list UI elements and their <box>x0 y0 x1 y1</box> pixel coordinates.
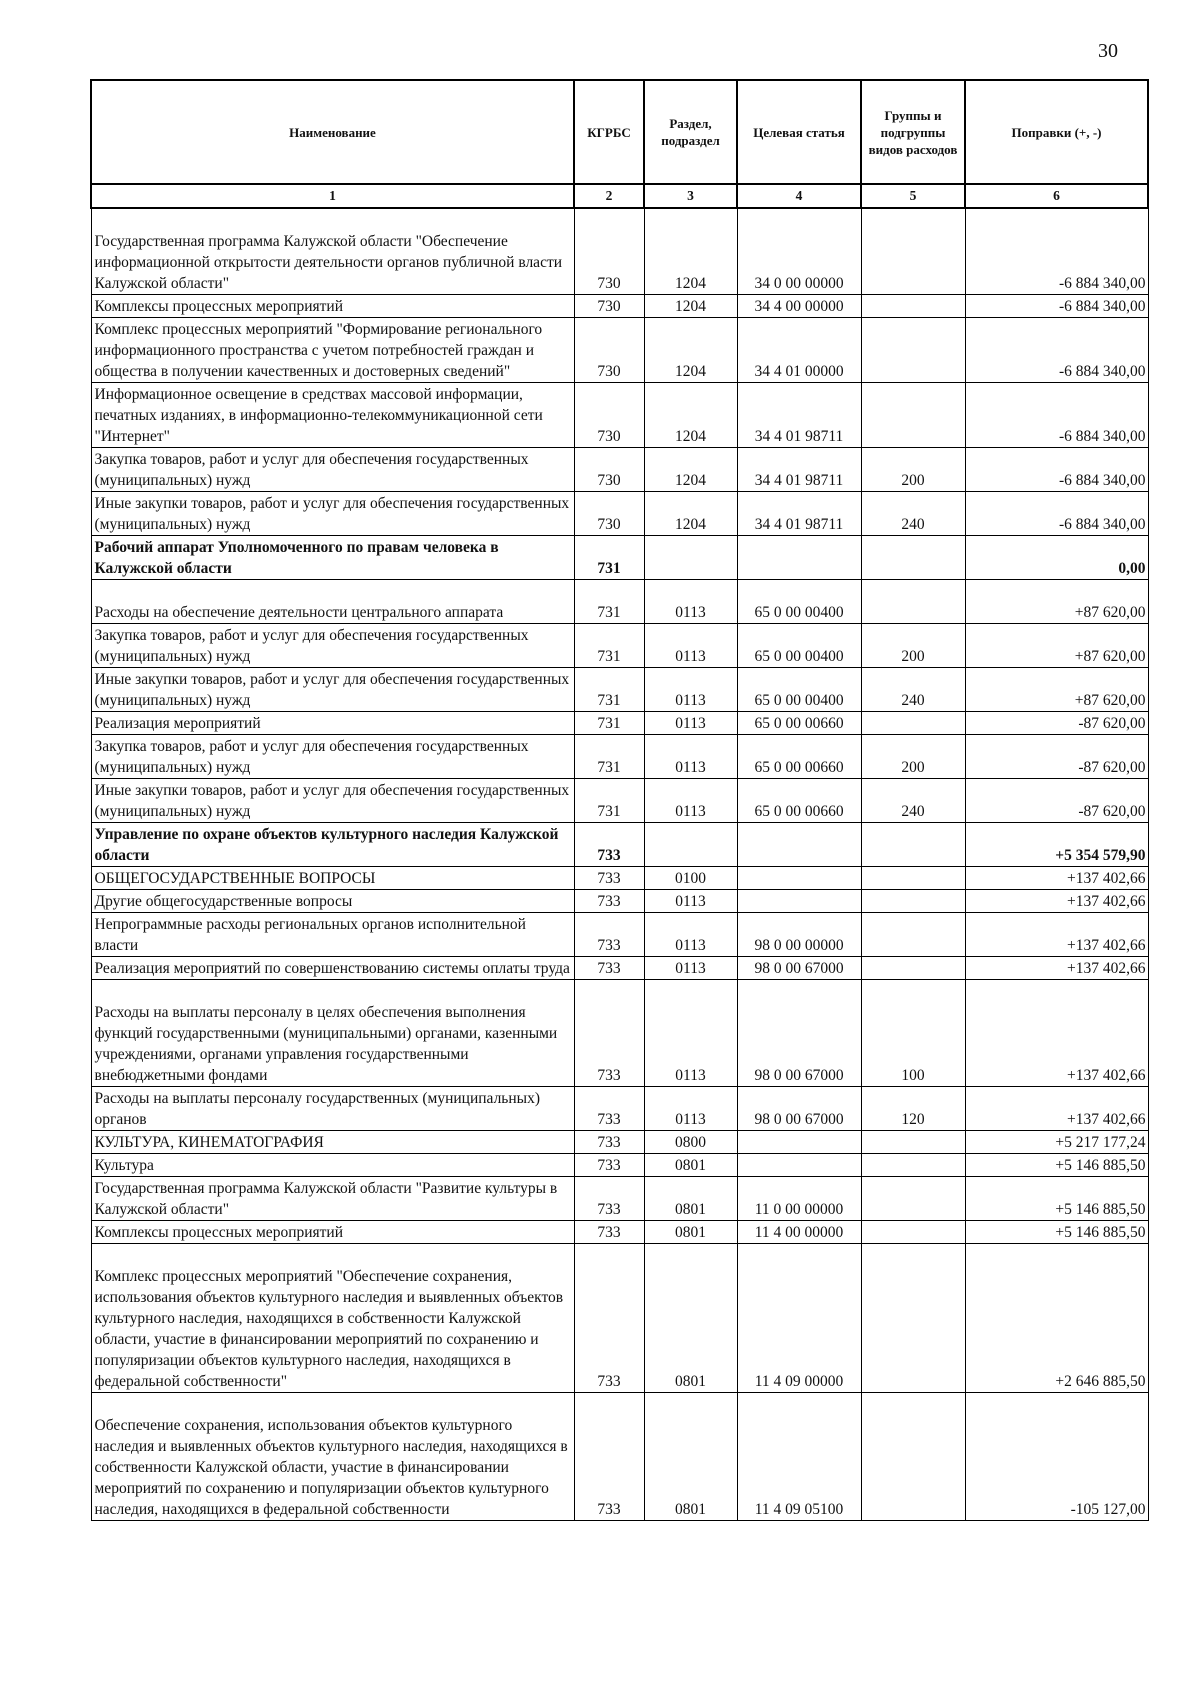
row-name: Культура <box>91 1154 574 1177</box>
table-row <box>91 383 1148 448</box>
row-name: Комплекс процессных мероприятий "Формирование регионального информационного пространства с учетом потребностей граждан и общества в получении качественных и достоверных сведений" <box>91 318 574 383</box>
row-amount: +5 146 885,50 <box>965 1221 1148 1244</box>
row-kgrbs: 733 <box>574 957 644 980</box>
row-kgrbs: 733 <box>574 890 644 913</box>
row-amount: +5 146 885,50 <box>965 1154 1148 1177</box>
column-number: 5 <box>861 184 965 208</box>
row-section: 0113 <box>644 580 737 624</box>
row-name: Закупка товаров, работ и услуг для обеспечения государственных (муниципальных) нужд <box>91 448 574 492</box>
row-group <box>861 957 965 980</box>
row-target: 65 0 00 00660 <box>737 779 861 823</box>
row-target: 34 4 01 98711 <box>737 448 861 492</box>
row-kgrbs: 730 <box>574 383 644 448</box>
row-amount: +2 646 885,50 <box>965 1244 1148 1393</box>
row-target: 65 0 00 00400 <box>737 624 861 668</box>
row-section: 0113 <box>644 712 737 735</box>
row-name: Иные закупки товаров, работ и услуг для обеспечения государственных (муниципальных) нужд <box>91 779 574 823</box>
row-amount: -6 884 340,00 <box>965 318 1148 383</box>
table-row <box>91 1393 1148 1521</box>
row-name: Комплекс процессных мероприятий "Обеспечение сохранения, использования объектов культурного наследия и выявленных объектов культурного наследия, находящихся в собственности Калужской области, участие в финансировании мероприятий по сохранению и популяризации объектов культурного наследия, находящихся в федеральной собственности" <box>91 1244 574 1393</box>
row-kgrbs: 733 <box>574 913 644 957</box>
header-name: Наименование <box>91 80 574 184</box>
table-row <box>91 712 1148 735</box>
row-amount: +5 217 177,24 <box>965 1131 1148 1154</box>
row-kgrbs: 733 <box>574 1244 644 1393</box>
column-number: 4 <box>737 184 861 208</box>
budget-table-container <box>90 79 1147 1521</box>
row-amount: +137 402,66 <box>965 913 1148 957</box>
row-kgrbs: 730 <box>574 208 644 295</box>
row-section: 1204 <box>644 448 737 492</box>
row-target <box>737 1154 861 1177</box>
row-amount: +87 620,00 <box>965 624 1148 668</box>
row-kgrbs: 733 <box>574 1131 644 1154</box>
row-target: 65 0 00 00400 <box>737 580 861 624</box>
row-group: 240 <box>861 492 965 536</box>
header-section: Раздел, подраздел <box>644 80 737 184</box>
row-group <box>861 1244 965 1393</box>
table-row <box>91 580 1148 624</box>
table-row <box>91 208 1148 295</box>
row-section: 1204 <box>644 318 737 383</box>
row-amount: -105 127,00 <box>965 1393 1148 1521</box>
row-target: 34 4 01 98711 <box>737 492 861 536</box>
row-target: 11 0 00 00000 <box>737 1177 861 1221</box>
row-section: 0113 <box>644 668 737 712</box>
row-group: 200 <box>861 624 965 668</box>
table-row <box>91 890 1148 913</box>
table-row <box>91 318 1148 383</box>
row-target <box>737 1131 861 1154</box>
row-name: Непрограммные расходы региональных органов исполнительной власти <box>91 913 574 957</box>
row-group: 240 <box>861 668 965 712</box>
row-kgrbs: 733 <box>574 823 644 867</box>
table-row <box>91 823 1148 867</box>
row-name: Реализация мероприятий по совершенствованию системы оплаты труда <box>91 957 574 980</box>
row-section <box>644 823 737 867</box>
row-target: 34 0 00 00000 <box>737 208 861 295</box>
row-amount: +137 402,66 <box>965 890 1148 913</box>
row-amount: -6 884 340,00 <box>965 448 1148 492</box>
budget-amendments-table <box>90 79 1149 1521</box>
row-section: 0113 <box>644 913 737 957</box>
row-amount: -6 884 340,00 <box>965 208 1148 295</box>
row-section: 0801 <box>644 1221 737 1244</box>
row-kgrbs: 730 <box>574 295 644 318</box>
table-row <box>91 957 1148 980</box>
row-group <box>861 1154 965 1177</box>
row-kgrbs: 733 <box>574 1177 644 1221</box>
table-row <box>91 1154 1148 1177</box>
column-number: 6 <box>965 184 1148 208</box>
row-amount: -6 884 340,00 <box>965 492 1148 536</box>
table-row <box>91 536 1148 580</box>
row-kgrbs: 733 <box>574 867 644 890</box>
column-number: 3 <box>644 184 737 208</box>
row-name: Информационное освещение в средствах массовой информации, печатных изданиях, в информационно-телекоммуникационной сети "Интернет" <box>91 383 574 448</box>
row-amount: +137 402,66 <box>965 1087 1148 1131</box>
row-name: Закупка товаров, работ и услуг для обеспечения государственных (муниципальных) нужд <box>91 624 574 668</box>
table-row <box>91 492 1148 536</box>
column-number: 2 <box>574 184 644 208</box>
row-target: 98 0 00 67000 <box>737 957 861 980</box>
row-section: 0113 <box>644 890 737 913</box>
row-section: 0113 <box>644 980 737 1087</box>
row-kgrbs: 731 <box>574 624 644 668</box>
row-target: 34 4 01 00000 <box>737 318 861 383</box>
page-number: 30 <box>1098 40 1118 62</box>
row-section: 1204 <box>644 492 737 536</box>
row-section: 0113 <box>644 1087 737 1131</box>
row-group: 240 <box>861 779 965 823</box>
row-name: ОБЩЕГОСУДАРСТВЕННЫЕ ВОПРОСЫ <box>91 867 574 890</box>
row-target: 11 4 00 00000 <box>737 1221 861 1244</box>
table-row <box>91 448 1148 492</box>
table-row <box>91 1131 1148 1154</box>
row-amount: +5 146 885,50 <box>965 1177 1148 1221</box>
row-kgrbs: 730 <box>574 318 644 383</box>
row-section: 0801 <box>644 1244 737 1393</box>
table-row <box>91 1087 1148 1131</box>
row-kgrbs: 731 <box>574 668 644 712</box>
row-section: 0801 <box>644 1177 737 1221</box>
row-target: 98 0 00 00000 <box>737 913 861 957</box>
row-kgrbs: 731 <box>574 712 644 735</box>
row-name: Иные закупки товаров, работ и услуг для обеспечения государственных (муниципальных) нужд <box>91 668 574 712</box>
row-group <box>861 383 965 448</box>
row-group <box>861 295 965 318</box>
row-kgrbs: 733 <box>574 1393 644 1521</box>
row-section: 0100 <box>644 867 737 890</box>
row-target: 11 4 09 05100 <box>737 1393 861 1521</box>
row-name: Расходы на выплаты персоналу в целях обеспечения выполнения функций государственными (муниципальными) органами, казенными учреждениями, органами управления государственными внебюджетными фондами <box>91 980 574 1087</box>
row-section: 1204 <box>644 208 737 295</box>
table-row <box>91 980 1148 1087</box>
table-row <box>91 867 1148 890</box>
row-group <box>861 890 965 913</box>
row-name: Рабочий аппарат Уполномоченного по правам человека в Калужской области <box>91 536 574 580</box>
header-kgrbs: КГРБС <box>574 80 644 184</box>
table-row <box>91 779 1148 823</box>
row-target: 34 4 01 98711 <box>737 383 861 448</box>
row-group <box>861 536 965 580</box>
row-group <box>861 823 965 867</box>
row-kgrbs: 733 <box>574 980 644 1087</box>
row-group <box>861 1177 965 1221</box>
table-row <box>91 295 1148 318</box>
row-amount: +5 354 579,90 <box>965 823 1148 867</box>
row-kgrbs: 731 <box>574 580 644 624</box>
row-amount: -87 620,00 <box>965 779 1148 823</box>
row-group: 200 <box>861 448 965 492</box>
row-amount: -6 884 340,00 <box>965 295 1148 318</box>
row-kgrbs: 730 <box>574 448 644 492</box>
row-target <box>737 867 861 890</box>
row-kgrbs: 731 <box>574 779 644 823</box>
row-amount: +87 620,00 <box>965 580 1148 624</box>
row-kgrbs: 733 <box>574 1221 644 1244</box>
row-group <box>861 1221 965 1244</box>
table-row <box>91 1221 1148 1244</box>
row-section: 0801 <box>644 1393 737 1521</box>
row-name: Государственная программа Калужской области "Развитие культуры в Калужской области" <box>91 1177 574 1221</box>
table-row <box>91 1177 1148 1221</box>
row-name: Комплексы процессных мероприятий <box>91 1221 574 1244</box>
header-row <box>91 80 1148 184</box>
row-target <box>737 890 861 913</box>
row-amount: +87 620,00 <box>965 668 1148 712</box>
row-group <box>861 913 965 957</box>
row-name: Обеспечение сохранения, использования объектов культурного наследия и выявленных объектов культурного наследия, находящихся в собственности Калужской области, участие в финансировании мероприятий по сохранению и популяризации объектов культурного наследия, находящихся в федеральной собственности <box>91 1393 574 1521</box>
row-section: 1204 <box>644 383 737 448</box>
table-row <box>91 624 1148 668</box>
row-target: 34 4 00 00000 <box>737 295 861 318</box>
row-section: 1204 <box>644 295 737 318</box>
row-section: 0113 <box>644 624 737 668</box>
table-row <box>91 668 1148 712</box>
row-section: 0113 <box>644 779 737 823</box>
row-amount: +137 402,66 <box>965 980 1148 1087</box>
table-body <box>91 208 1148 1521</box>
row-amount: -87 620,00 <box>965 712 1148 735</box>
header-amendments: Поправки (+, -) <box>965 80 1148 184</box>
row-name: Закупка товаров, работ и услуг для обеспечения государственных (муниципальных) нужд <box>91 735 574 779</box>
row-target: 98 0 00 67000 <box>737 980 861 1087</box>
row-amount: -87 620,00 <box>965 735 1148 779</box>
row-kgrbs: 731 <box>574 735 644 779</box>
row-name: Расходы на выплаты персоналу государственных (муниципальных) органов <box>91 1087 574 1131</box>
row-section: 0113 <box>644 957 737 980</box>
row-name: КУЛЬТУРА, КИНЕМАТОГРАФИЯ <box>91 1131 574 1154</box>
row-group <box>861 712 965 735</box>
row-group: 120 <box>861 1087 965 1131</box>
row-target: 98 0 00 67000 <box>737 1087 861 1131</box>
header-target: Целевая статья <box>737 80 861 184</box>
row-section <box>644 536 737 580</box>
header-groups: Группы и подгруппы видов расходов <box>861 80 965 184</box>
row-group <box>861 1131 965 1154</box>
row-group <box>861 1393 965 1521</box>
row-group: 100 <box>861 980 965 1087</box>
row-amount: -6 884 340,00 <box>965 383 1148 448</box>
row-amount: +137 402,66 <box>965 957 1148 980</box>
row-kgrbs: 733 <box>574 1154 644 1177</box>
row-amount: 0,00 <box>965 536 1148 580</box>
row-kgrbs: 733 <box>574 1087 644 1131</box>
table-row <box>91 913 1148 957</box>
row-section: 0801 <box>644 1154 737 1177</box>
row-kgrbs: 730 <box>574 492 644 536</box>
row-name: Реализация мероприятий <box>91 712 574 735</box>
row-name: Комплексы процессных мероприятий <box>91 295 574 318</box>
row-name: Государственная программа Калужской области "Обеспечение информационной открытости деятельности органов публичной власти Калужской области" <box>91 208 574 295</box>
row-kgrbs: 731 <box>574 536 644 580</box>
row-target: 65 0 00 00660 <box>737 712 861 735</box>
table-row <box>91 735 1148 779</box>
row-group <box>861 867 965 890</box>
row-group <box>861 208 965 295</box>
row-target <box>737 536 861 580</box>
row-target: 11 4 09 00000 <box>737 1244 861 1393</box>
row-name: Расходы на обеспечение деятельности центрального аппарата <box>91 580 574 624</box>
row-name: Управление по охране объектов культурного наследия Калужской области <box>91 823 574 867</box>
table-header <box>91 80 1148 208</box>
row-section: 0113 <box>644 735 737 779</box>
row-group <box>861 318 965 383</box>
column-number-row <box>91 184 1148 208</box>
row-group: 200 <box>861 735 965 779</box>
row-target: 65 0 00 00660 <box>737 735 861 779</box>
row-target: 65 0 00 00400 <box>737 668 861 712</box>
row-name: Другие общегосударственные вопросы <box>91 890 574 913</box>
row-group <box>861 580 965 624</box>
column-number: 1 <box>91 184 574 208</box>
row-name: Иные закупки товаров, работ и услуг для обеспечения государственных (муниципальных) нужд <box>91 492 574 536</box>
row-amount: +137 402,66 <box>965 867 1148 890</box>
table-row <box>91 1244 1148 1393</box>
row-target <box>737 823 861 867</box>
row-section: 0800 <box>644 1131 737 1154</box>
